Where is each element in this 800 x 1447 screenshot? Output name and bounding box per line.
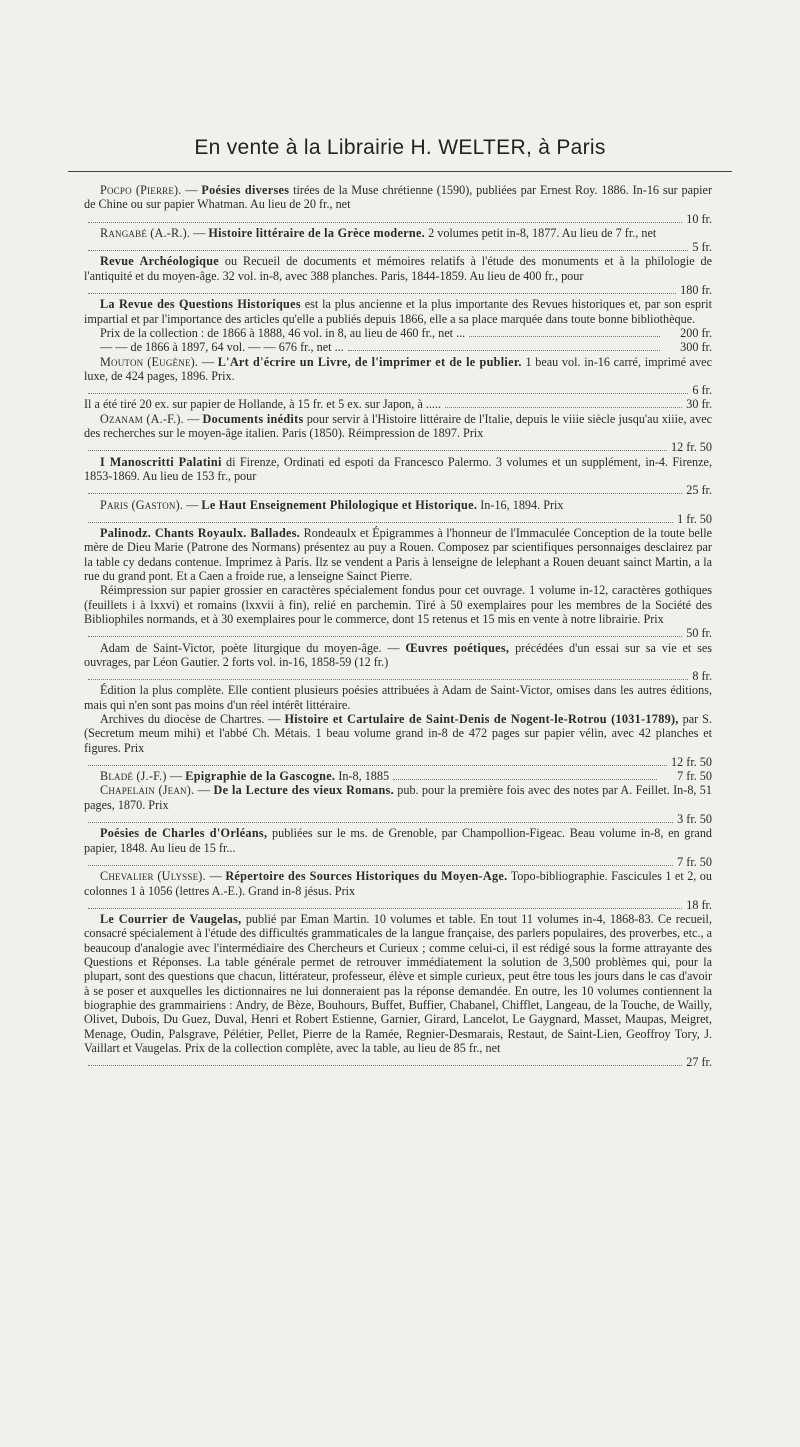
collection-price-label: Prix de la collection : de 1866 à 1888, 46 vol. in 8, au lieu de 460 fr., net ...	[100, 325, 466, 340]
entry-title: La Revue des Questions Historiques	[100, 297, 301, 312]
entry-price: 30 fr.	[686, 397, 712, 412]
entry-author: Adam de Saint-Victor,	[100, 640, 216, 655]
entry-note: Il a été tiré 20 ex. sur papier de Hollande, à 15 fr. et 5 ex. sur Japon, à .....	[84, 397, 442, 412]
entry-title: Œuvres poétiques,	[405, 640, 510, 655]
catalog-entry	[84, 254, 712, 297]
entry-title: Le Courrier de Vaugelas,	[100, 912, 242, 927]
entry-price: 6 fr.	[692, 383, 712, 398]
entry-price: 3 fr. 50	[677, 812, 712, 827]
catalog-entry: Rangabé (A.-R.). — Histoire littéraire de la Grèce moderne. 2 volumes petit in-8, 1877. Au lieu de 7 fr., net 5 fr.	[84, 226, 712, 255]
entry-title: I Manoscritti Palatini	[100, 454, 222, 469]
entry-author: Archives du diocèse de Chartres. —	[100, 711, 281, 726]
entry-text: tirées de la Muse chrétienne (1590), publiées par Ernest Roy. 1886. In-16 sur papier de Chine ou sur papier Whatman. Au lieu de 20 fr., net	[84, 183, 713, 212]
entry-text: est la plus ancienne et la plus importante des Revues historiques et, par son esprit impartial et par l'importance des articles qu'elle a publiés depuis 1866, elle a sa place marquée dans toute bonne bibliothèque.	[84, 297, 712, 326]
entry-author: Bladé (J.-F.) —	[100, 769, 183, 784]
entry-title: Documents inédits	[202, 411, 304, 426]
entry-text: Topo-bibliographie. Fascicules 1 et 2, ou colonnes 1 à 1056 (lettres A.-E.). Grand in-8 jésus. Prix	[84, 869, 712, 898]
entry-title: Histoire littéraire de la Grèce moderne.	[208, 225, 426, 240]
catalog-entry	[84, 712, 712, 769]
entry-price: 7 fr. 50	[677, 769, 712, 784]
entry-price: 18 fr.	[686, 897, 712, 912]
entry-title: De la Lecture des vieux Romans.	[213, 783, 394, 798]
entry-price: 50 fr.	[686, 626, 712, 641]
entry-author: Pocpo (Pierre).	[100, 183, 182, 197]
entry-note: Réimpression sur papier grossier en caractères spécialement fondus pour cet ouvrage. 1 volume in-12, caractères gothiques (feuillets i à lxxvi) et romains (lxxvii à fin), relié en parchemin. Tiré à 50 exemplaires pour les membres de la Société des Bibliophiles normands, et à 30 exemplaires pour le commerce, dont 15 retenus et 15 mis en vente à notre librairie. Prix	[84, 583, 712, 626]
entry-text: publié par Eman Martin. 10 volumes et table. En tout 11 volumes in-4, 1868-83. Ce recueil, consacré spécialement à l'étude des difficultés grammaticales de la langue française, des parlers populaires, des proverbes, etc., a beaucoup d'analogie avec l'intermédiaire des Chercheurs et Curieux ; comme celui-ci, il est rédigé sous la forme attrayante des Questions et Réponses. La table générale permet de retrouver immédiatement la solution de 3,500 problèmes qui, pour la plupart, sont des questions que chacun, littérateur, professeur, élève et simple curieux, peut être tous les jours dans le cas d'avoir à se poser et auxquelles les dictionnaires ne lui donneraient pas la réponse demandée. En outre, les 10 volumes contiennent la biographie des grammairiens : Andry, de Bèze, Bouhours, Buffet, Buffier, Chabanel, Chifflet, Langeau, de la Touche, de Wailly, Olivet, Dubois, Du Guez, Duval, Henri et Robert Estienne, Garnier, Girard, Lancelot, Le Gaygnard, Masset, Maupas, Meigret, Menage, Oudin, Palsgrave, Pélétier, Pellet, Pierre de la Ramée, Regnier-Desmarais, Restaut, de Saint-Lien, Geoffroy Tory, J. Vaillart et Vaugelas. Prix de la collection complète, avec la table, au lieu de 85 fr., net	[84, 912, 713, 1055]
catalog-entry	[84, 869, 712, 912]
catalog-entry	[84, 769, 712, 783]
entry-text: In-8, 1885	[338, 769, 390, 784]
entry-title: Histoire et Cartulaire de Saint-Denis de Nogent-le-Rotrou (1031-1789),	[284, 711, 679, 726]
entry-author: Rangabé (A.-R.).	[100, 225, 191, 240]
entry-text: publiées sur le ms. de Grenoble, par Champollion-Figeac. Beau volume in-8, en grand papier, 1848. Au lieu de 15 fr...	[84, 826, 713, 855]
entry-price: 1 fr. 50	[677, 511, 712, 526]
catalog-entry: Mouton (Eugène). — L'Art d'écrire un Livre, de l'imprimer et de le publier. 1 beau vol. in-16 carré, imprimé avec luxe, de 424 pages, 1896. Prix. 6 fr. Il a été tiré 20 ex. sur papier de Hollande, à 15 fr. et 5 ex. sur Japon, à ..... 30 fr.	[84, 354, 712, 412]
entry-price: 12 fr. 50	[671, 754, 712, 769]
entry-price: 180 fr.	[680, 283, 712, 298]
entry-title: Revue Archéologique	[100, 254, 220, 269]
catalog-entry	[84, 783, 712, 826]
entry-price: 200 fr.	[680, 325, 712, 340]
catalog-entry: Pocpo (Pierre). — Poésies diverses tirées de la Muse chrétienne (1590), publiées par Ernest Roy. 1886. In-16 sur papier de Chine ou sur papier Whatman. Au lieu de 20 fr., net 10 fr.	[84, 183, 713, 226]
catalog-entry	[84, 826, 712, 869]
entry-title: Epigraphie de la Gascogne.	[185, 769, 336, 784]
collection-price-label: — — de 1866 à 1897, 64 vol. — — 676 fr., net ...	[100, 340, 344, 355]
entry-title: L'Art d'écrire un Livre, de l'imprimer et de le publier.	[217, 354, 522, 369]
entry-price: 5 fr.	[692, 240, 712, 255]
entry-price: 300 fr.	[680, 340, 712, 355]
entry-note: Édition la plus complète. Elle contient plusieurs poésies attribuées à Adam de Saint-Victor, omises dans les autres éditions, mais qui n'en sont pas moins d'un réel intérêt littéraire.	[84, 683, 712, 712]
entry-text: di Firenze, Ordinati ed espoti da Francesco Palermo. 3 volumes et un supplément, in-4. Firenze, 1853-1869. Au lieu de 153 fr., pour	[84, 454, 712, 483]
entry-text: Rondeaulx et Épigrammes à l'honneur de l'Immaculée Conception de la toute belle mère de Dieu Marie (Patrone des Normans) présentez au puy a Rouen. Composez par scientifiques personnaiges desclairez par la table cy dedans contenue. Imprimez à Paris. Ilz se vendent a Paris à lenseigne de lelephant a Rouen deuant sainct Martin, a la rue du grand pont. Et a Caen a froide rue, a lenseigne Sainct Pierre.	[84, 526, 712, 584]
entry-author: Chapelain (Jean). —	[100, 783, 211, 798]
entry-text: 2 volumes petit in-8, 1877. Au lieu de 7 fr., net	[428, 225, 657, 240]
entry-text-pre: poète liturgique du moyen-âge. —	[220, 640, 400, 655]
entry-author: Mouton (Eugène).	[100, 354, 199, 369]
catalog-entry: Paris (Gaston). — Le Haut Enseignement Philologique et Historique. In-16, 1894. Prix 1 fr. 50	[84, 498, 712, 527]
entry-price: 7 fr. 50	[677, 854, 712, 869]
entry-text: In-16, 1894. Prix	[480, 497, 564, 512]
catalog-entry	[84, 912, 712, 1069]
page-title: En vente à la Librairie H. WELTER, à Paris	[194, 136, 606, 159]
catalog-entry: Ozanam (A.-F.). — Documents inédits pour servir à l'Histoire littéraire de l'Italie, depuis le viiie siècle jusqu'au xiiie, avec des recherches sur le moyen-âge italien. Paris (1850). Réimpression de 1897. Prix 12 fr. 50	[84, 411, 713, 455]
entry-text: pub. pour la première fois avec des notes par A. Feillet. In-8, 51 pages, 1870. Prix	[84, 783, 712, 812]
catalog-entry	[84, 641, 712, 712]
catalog-entry	[84, 455, 712, 498]
entry-text: 1 beau vol. in-16 carré, imprimé avec luxe, de 424 pages, 1896. Prix.	[84, 354, 712, 383]
entry-title: Le Haut Enseignement Philologique et Historique.	[201, 497, 478, 512]
catalog-entry	[84, 297, 712, 354]
entry-price: 8 fr.	[692, 669, 712, 684]
entry-price: 25 fr.	[686, 483, 712, 498]
entry-author: Ozanam (A.-F.).	[100, 411, 184, 426]
book-catalog	[84, 183, 712, 1069]
entry-title: Répertoire des Sources Historiques du Moyen-Age.	[225, 869, 508, 884]
header-rule	[68, 171, 732, 172]
entry-title: Poésies de Charles d'Orléans,	[100, 826, 268, 841]
catalog-entry	[84, 526, 712, 640]
entry-price: 12 fr. 50	[671, 440, 712, 455]
entry-price: 27 fr.	[686, 1055, 712, 1070]
entry-author: Chevalier (Ulysse). —	[100, 869, 222, 884]
entry-text: pour servir à l'Histoire littéraire de l'Italie, depuis le viiie siècle jusqu'au xiiie, avec des recherches sur le moyen-âge italien. Paris (1850). Réimpression de 1897. Prix	[84, 411, 713, 441]
entry-text: précédées d'un essai sur sa vie et ses ouvrages, par Léon Gautier. 2 forts vol. in-16, 1858-59 (12 fr.)	[84, 640, 713, 669]
entry-price: 10 fr.	[686, 211, 712, 226]
entry-title: Poésies diverses	[201, 183, 290, 197]
entry-author: Paris (Gaston).	[100, 497, 184, 512]
entry-text: ou Recueil de documents et mémoires relatifs à l'étude des monuments et à la philologie de l'antiquité et du moyen-âge. 32 vol. in-8, avec 388 planches. Paris, 1844-1859. Au lieu de 400 fr., pour	[84, 254, 713, 283]
entry-text: par S. (Secretum meum mihi) et l'abbé Ch. Métais. 1 beau volume grand in-8 de 472 pages sur papier vélin, avec 42 planches et figures. Prix	[84, 711, 712, 755]
entry-title: Palinodz. Chants Royaulx. Ballades.	[100, 526, 301, 541]
